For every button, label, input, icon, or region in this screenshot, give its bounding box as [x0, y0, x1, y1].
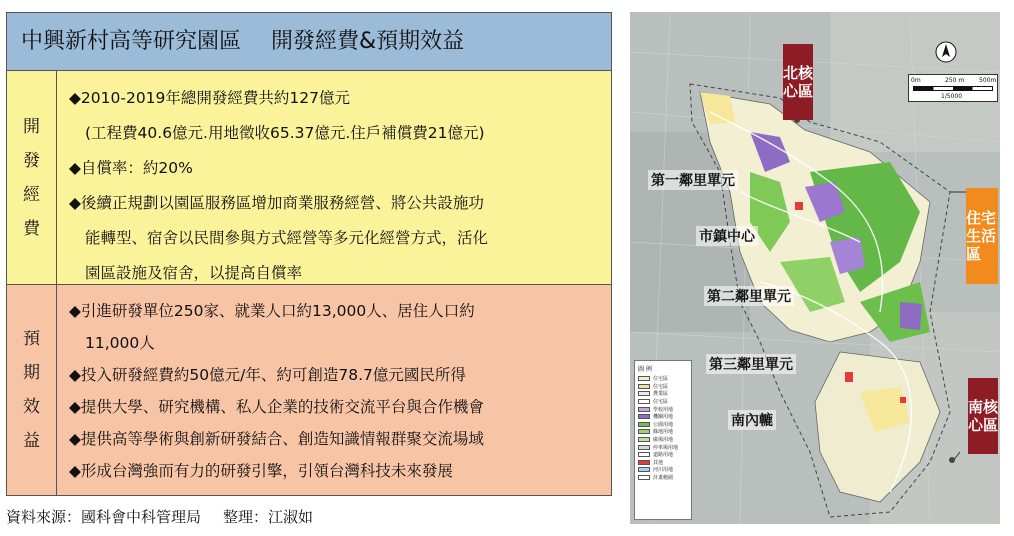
legend-swatch [638, 391, 650, 396]
north-core-label: 北核心區 [783, 44, 813, 120]
legend-swatch [638, 460, 650, 465]
legend-swatch [638, 467, 650, 472]
legend-item [638, 474, 688, 482]
list-item: ◆提供高等學術與創新研發結合、創造知識情報群聚交流場域 [69, 430, 484, 448]
zone-label: 第一鄰里單元 [648, 170, 738, 190]
legend-label: 農業區 [653, 391, 669, 398]
legend-swatch [638, 452, 650, 457]
legend-item [638, 405, 688, 413]
list-item: ◆投入研發經費約50億元/年、約可創造78.7億元國民所得 [69, 366, 466, 384]
funding-section [7, 71, 611, 285]
list-item: ◆自償率：約20% [69, 159, 193, 177]
table-title-topic: 開發經費&預期效益 [271, 29, 465, 54]
benefits-label: 預 期 效 益 [7, 285, 57, 495]
editor-text: 整理：江淑如 [223, 508, 314, 526]
south-core-label: 南核心區 [968, 378, 998, 454]
legend-item [638, 390, 688, 398]
list-item: ◆引進研發單位250家、就業人口約13,000人、居住人口約 [69, 302, 475, 320]
list-item: ◆提供大學、研究機構、私人企業的技術交流平台與合作機會 [69, 398, 484, 416]
legend-swatch [638, 407, 650, 412]
legend-item [638, 428, 688, 436]
legend-label: 計畫範圍 [653, 475, 674, 482]
list-item: ◆形成台灣強而有力的研發引擎，引領台灣科技未來發展 [69, 462, 453, 480]
list-item: 11,000人 [85, 334, 155, 352]
funding-benefits-table [6, 12, 612, 496]
legend-item [638, 421, 688, 429]
source-caption [6, 506, 313, 527]
source-text: 資料來源：國科會中科管理局 [6, 508, 202, 526]
legend-label: 學校用地 [653, 406, 674, 413]
legend-label: 住宅區 [653, 376, 669, 383]
list-item: ◆2010-2019年總開發經費共約127億元 [69, 89, 350, 107]
legend-swatch [638, 376, 650, 381]
list-item: ◆後續正規劃以園區服務區增加商業服務經營、將公共設施功 [69, 194, 484, 212]
legend-item [638, 459, 688, 467]
map-scale-bar: 0m 250 m 500m 1/5000 [908, 74, 998, 102]
legend-label: 其他 [653, 459, 664, 466]
benefits-body [57, 285, 611, 495]
legend-item [638, 398, 688, 406]
legend-item [638, 375, 688, 383]
legend-swatch [638, 437, 650, 442]
legend-label: 廣場用地 [653, 437, 674, 444]
zone-label: 南內轆 [728, 410, 776, 430]
benefits-section [7, 285, 611, 495]
residential-zone-label: 住宅生活區 [966, 188, 998, 284]
legend-swatch [638, 429, 650, 434]
funding-body [57, 71, 611, 284]
legend-item [638, 436, 688, 444]
zone-label: 市鎮中心 [696, 226, 758, 246]
legend-label: 河川用地 [653, 467, 674, 474]
zone-label: 第三鄰里單元 [706, 354, 796, 374]
legend-label: 公園用地 [653, 421, 674, 428]
legend-label: 機關用地 [653, 414, 674, 421]
legend-swatch [638, 414, 650, 419]
list-item: 能轉型、宿舍以民間參與方式經營等多元化經營方式，活化 [85, 229, 489, 247]
legend-label: 道路用地 [653, 452, 674, 459]
legend-swatch [638, 399, 650, 404]
legend-label: 住宅區 [653, 383, 669, 390]
legend-title: 圖 例 [638, 366, 652, 373]
legend-item [638, 413, 688, 421]
legend-label: 綠地用地 [653, 429, 674, 436]
legend-swatch [638, 384, 650, 389]
list-item: 園區設施及宿舍，以提高自償率 [85, 264, 303, 282]
legend-item [638, 383, 688, 391]
table-title-park: 中興新村高等研究園區 [21, 29, 242, 54]
legend-label: 停車場用地 [653, 444, 679, 451]
funding-label: 開 發 經 費 [7, 71, 57, 284]
list-item: (工程費40.6億元.用地徵收65.37億元.住戶補償費21億元) [85, 124, 485, 142]
map-legend [634, 360, 692, 520]
table-title [7, 13, 611, 71]
legend-label: 住宅區 [653, 399, 669, 406]
zone-label: 第二鄰里單元 [704, 286, 794, 306]
legend-swatch [638, 445, 650, 450]
legend-item [638, 466, 688, 474]
legend-swatch [638, 422, 650, 427]
legend-item [638, 451, 688, 459]
legend-item [638, 443, 688, 451]
legend-swatch [638, 475, 650, 480]
